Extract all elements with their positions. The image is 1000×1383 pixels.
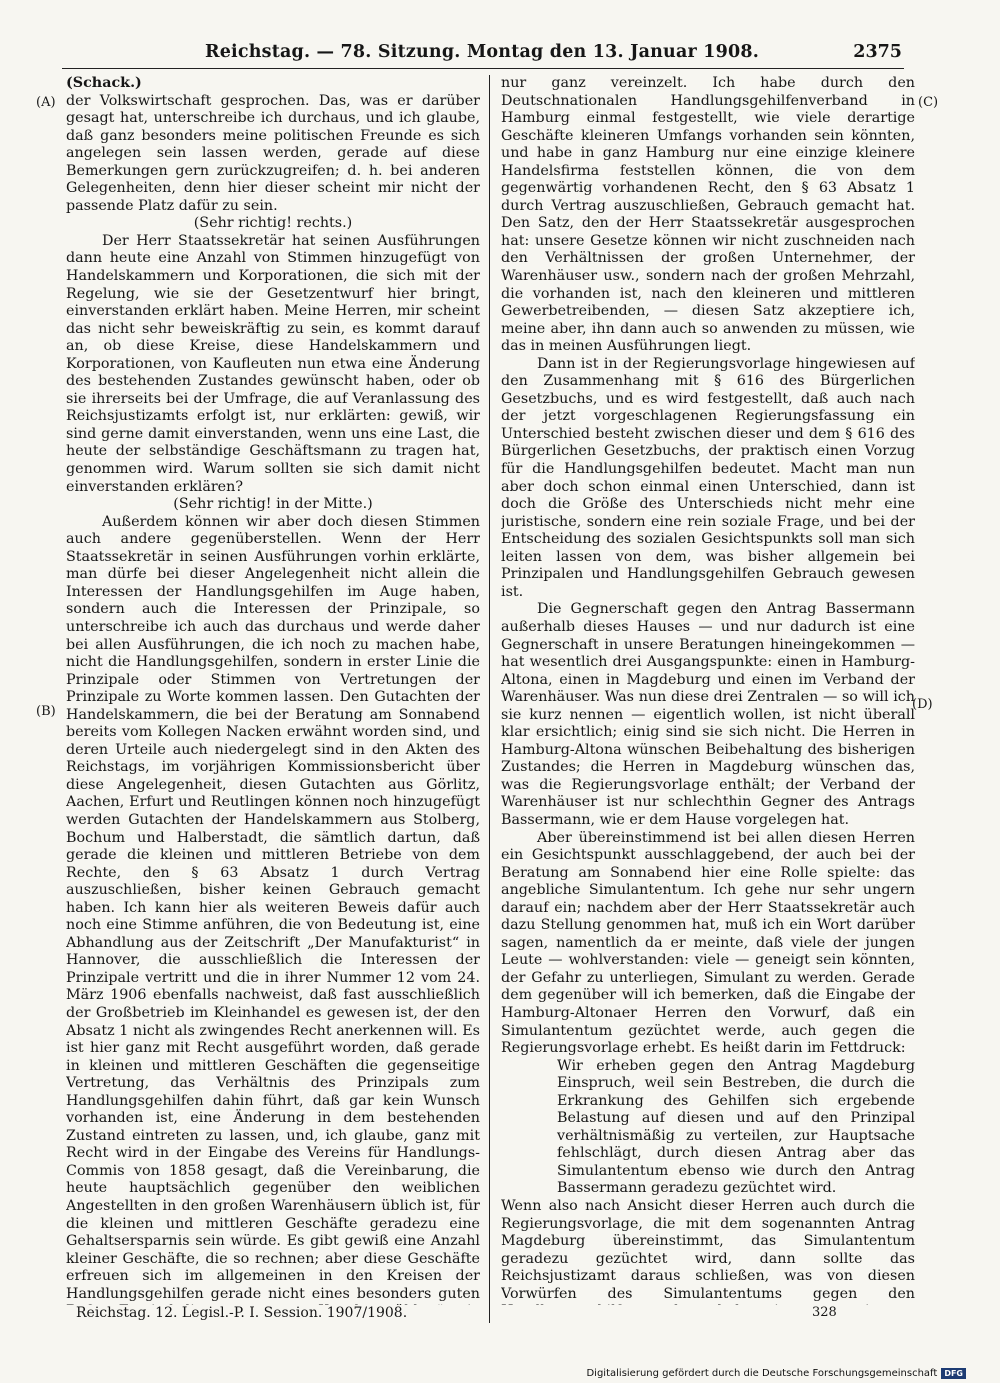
paragraph: Aber übereinstimmend ist bei allen diesen Herren ein Gesichtspunkt ausschlaggebend, der auch bei der Beratung am Sonnabend hier eine Rolle spielte: das angebliche Simulantentum. Ich gehe nur sehr ungern darauf ein; nachdem aber der Herr Staatssekretär auch dazu Stellung genommen hat, muß ich ein Wort darüber sagen, namentlich da er meinte, daß viele der jungen Leute — wohlverstanden: viele — geneigt sein könnten, der Gefahr zu unterliegen, Simulant zu werden. Gerade dem gegenüber will ich bemerken, daß die Eingabe der Hamburg-Altonaer Herren den Vorwurf, daß ein Simulantentum gezüchtet werde, auch gegen die Regierungsvorlage erhebt. Es heißt darin im Fettdruck: xyxy=(501,829,915,1057)
left-column xyxy=(66,75,480,1305)
paragraph: (Schack.) xyxy=(66,75,142,91)
margin-mark-c: (C) xyxy=(918,95,939,110)
header-title: Reichstag. — 78. Sitzung. Montag den 13. Januar 1908. xyxy=(204,42,760,62)
paragraph: Außerdem können wir aber doch diesen Stimmen auch andere gegenüberstellen. Wenn der Herr Staatssekretär in seinen Ausführungen vorhin erklärte, man dürfe bei dieser Angelegenheit nicht allein die Interessen der Handlungsgehilfen im Auge haben, sondern auch die Interessen der Prinzipale, so unterschreibe ich auch das durchaus und werde daher bei allen Ausführungen, die ich noch zu machen habe, nicht die Handlungsgehilfen, sondern in erster Linie die Prinzipale oder Stimmen von Vertretungen der Prinzipale zu Worte kommen lassen. Den Gutachten der Handelskammern, die bei der Beratung am Sonnabend bereits vom Kollegen Nacken erwähnt worden sind, und deren Urteile auch niedergelegt sind in den Akten des Reichstags, im vorjährigen Kommissionsbericht über diese Angelegenheit, diesen Gutachten aus Görlitz, Aachen, Erfurt und Reutlingen können noch hinzugefügt werden Gutachten der Handelskammern aus Stolberg, Bochum und Halberstadt, die sämtlich dartun, daß gerade die kleinen und mittleren Betriebe von dem Rechte, den § 63 Absatz 1 durch Vertrag auszuschließen, bisher keinen Gebrauch gemacht haben. Ich kann hier als weiteren Beweis dafür auch noch eine Stimme anführen, die von Bedeutung ist, eine Abhandlung aus der Zeitschrift „Der Manufakturist“ in Hannover, die ausschließlich die Interessen der Prinzipale vertritt und die in ihrer Nummer 12 vom 24. März 1906 ebenfalls nachweist, daß fast ausschließlich der Großbetrieb im Kleinhandel es gewesen ist, der den Absatz 1 nicht als zwingendes Recht anerkennen will. Es ist hier ganz mit Recht ausgeführt worden, daß gerade in kleinen und mittleren Geschäften die gegenseitige Vertretung, das Verhältnis des Prinzipals zum Handlungsgehilfen dahin führt, daß gar kein Wunsch vorhanden ist, eine Änderung in dem bestehenden Zustand eintreten zu lassen, und, ich glaube, ganz mit Recht wird in der Eingabe des Vereins für Handlungs-Commis von 1858 gesagt, daß die Vereinbarung, die heute hauptsächlich gegenüber den weiblichen Angestellten in den großen Warenhäusern üblich ist, für die kleinen und mittleren Geschäfte geradezu eine Gehaltsersparnis sein würde. Es gibt gewiß eine Anzahl kleiner Geschäfte, die so rechnen; aber diese Geschäfte erfreuen sich im allgemeinen in den Kreisen der Handlungsgehilfen gerade nicht eines besonders guten xyxy=(66,513,480,1302)
margin-mark-b: (B) xyxy=(36,704,56,719)
right-column xyxy=(501,75,915,1305)
paragraph: (Sehr richtig! in der Mitte.) xyxy=(173,496,373,513)
digitization-text: Digitalisierung gefördert durch die Deutsche Forschungsgemeinschaft xyxy=(586,1368,938,1379)
paragraph: Wenn also nach Ansicht dieser Herren auch durch die Regierungsvorlage, die mit dem sogenannten Antrag Magdeburg übereinstimmt, das Simulantentum geradezu gezüchtet wird, dann sollte das Reichsjustizamt daraus schließen, was von diesen Vorwürfen des Simulantentums gegen den xyxy=(501,1198,915,1302)
paragraph: Der Herr Staatssekretär hat seinen Ausführungen dann heute eine Anzahl von Stimmen hinzugefügt von Handelskammern und Korporationen, die sich mit der Regelung, wie sie der Gesetzentwurf hier bringt, einverstanden erklärt haben. Meine Herren, mir scheint das nicht sehr beweiskräftig zu sein, es kommt darauf an, ob diese Kreise, diese Handelskammern und Korporationen, von Kaufleuten nun etwa eine Änderung des bestehenden Zustandes gewünscht haben, oder ob sie ihrerseits bei der Umfrage, die auf Veranlassung des Reichsjustizamts erfolgt ist, nur erklärten: gewiß, wir sind gerne damit einverstanden, wenn uns eine Last, die heute der selbständige Geschäftsmann zu tragen hat, genommen wird. Warum sollten sie sich damit nicht einverstanden erklären? xyxy=(66,232,480,495)
paragraph: Die Gegnerschaft gegen den Antrag Bassermann außerhalb dieses Hauses — und nur dadurch ist eine Gegnerschaft in unsere Beratungen hineingekommen — hat wesentlich drei Ausgangspunkte: einen in Hamburg-Altona, einen in Magdeburg und einen im Verband der Warenhäuser. Was nun diese drei Zentralen — so will ich sie kurz nennen — eigentlich wollen, ist nicht überall klar ersichtlich; einig sind sie sich nicht. Die Herren in Hamburg-Altona wünschen Beibehaltung des bisherigen Zustandes; die Herren in Magdeburg wünschen das, was die Regierungsvorlage enthält; der Verband der Warenhäuser ist nur schlechthin Gegner des Antrags Bassermann, wie er dem Hause vorgelegen hat. xyxy=(501,601,915,828)
header-rule xyxy=(62,68,904,69)
column-divider xyxy=(489,75,490,1323)
paragraph: nur ganz vereinzelt. Ich habe durch den Deutschnationalen Handlungsgehilfenverband in Hamburg einmal festgestellt, wie viele derartige Geschäfte kleineren Umfangs vorhanden sein könnten, und habe in ganz Hamburg nur eine einzige kleinere Handelsfirma feststellen können, die von dem gegenwärtig vorhandenen Recht, den § 63 Absatz 1 durch Vertrag auszuschließen, Gebrauch gemacht hat. Den Satz, den der Herr Staatssekretär ausgesprochen hat: unsere Gesetze können wir nicht zuschneiden nach den Verhältnissen der großen Unternehmer, der Warenhäuser usw., sondern nach der großen Mehrzahl, die vorhanden ist, nach den kleineren und mittleren Gewerbetreibenden, — diesen Satz akzeptiere ich, meine aber, ihn dann auch so anwenden zu müssen, wie das in meinen Ausführungen liegt. xyxy=(501,75,915,355)
dfg-logo: DFG xyxy=(941,1368,966,1379)
margin-mark-d: (D) xyxy=(912,697,933,712)
margin-mark-a: (A) xyxy=(36,95,56,110)
footer-session-info: Reichstag. 12. Legisl.-P. I. Session. 1907/1908. xyxy=(76,1305,408,1321)
digitization-note xyxy=(586,1368,966,1379)
paragraph: Dann ist in der Regierungsvorlage hingewiesen auf den Zusammenhang mit § 616 des Bürgerlichen Gesetzbuchs, und es wird festgestellt, daß auch nach der jetzt vorgeschlagenen Regierungsfassung ein Unterschied besteht zwischen dieser und dem § 616 des Bürgerlichen Gesetzbuchs, der praktisch einen Vorzug für die Handlungsgehilfen bedeutet. Macht man nun aber doch schon einmal einen Unterschied, dann ist doch die Größe des Unterschieds nicht mehr eine juristische, sondern eine rein soziale Frage, und bei der Entscheidung des sozialen Gesichtspunkts soll man sich leiten lassen von dem, was bisher allgemein bei Prinzipalen und Handlungsgehilfen Gebrauch gewesen ist. xyxy=(501,355,915,600)
page-header xyxy=(62,42,902,68)
footer-signature-number: 328 xyxy=(812,1305,837,1320)
header-page-number: 2375 xyxy=(853,42,902,62)
paragraph: der Volkswirtschaft gesprochen. Das, was er darüber gesagt hat, unterschreibe ich durchaus, und ich glaube, daß ganz besonders meine politischen Freunde es sich angelegen sein lassen werden, gerade auf diese Bemerkungen gern zurückzugreifen; d. h. bei anderen Gelegenheiten, denn hier dieser scheint mir nicht der passende Platz dafür zu sein. xyxy=(66,92,480,214)
paragraph: (Sehr richtig! rechts.) xyxy=(193,215,353,232)
paragraph: Wir erheben gegen den Antrag Magdeburg Einspruch, weil sein Bestreben, die durch die Erkrankung des Gehilfen sich ergebende Belastung auf diesen und auf den Prinzipal verhältnismäßig zu verteilen, zur Hauptsache fehlschlägt, durch diesen Antrag aber das Simulantentum ebenso wie durch den Antrag Bassermann geradezu gezüchtet wird. xyxy=(557,1057,915,1197)
